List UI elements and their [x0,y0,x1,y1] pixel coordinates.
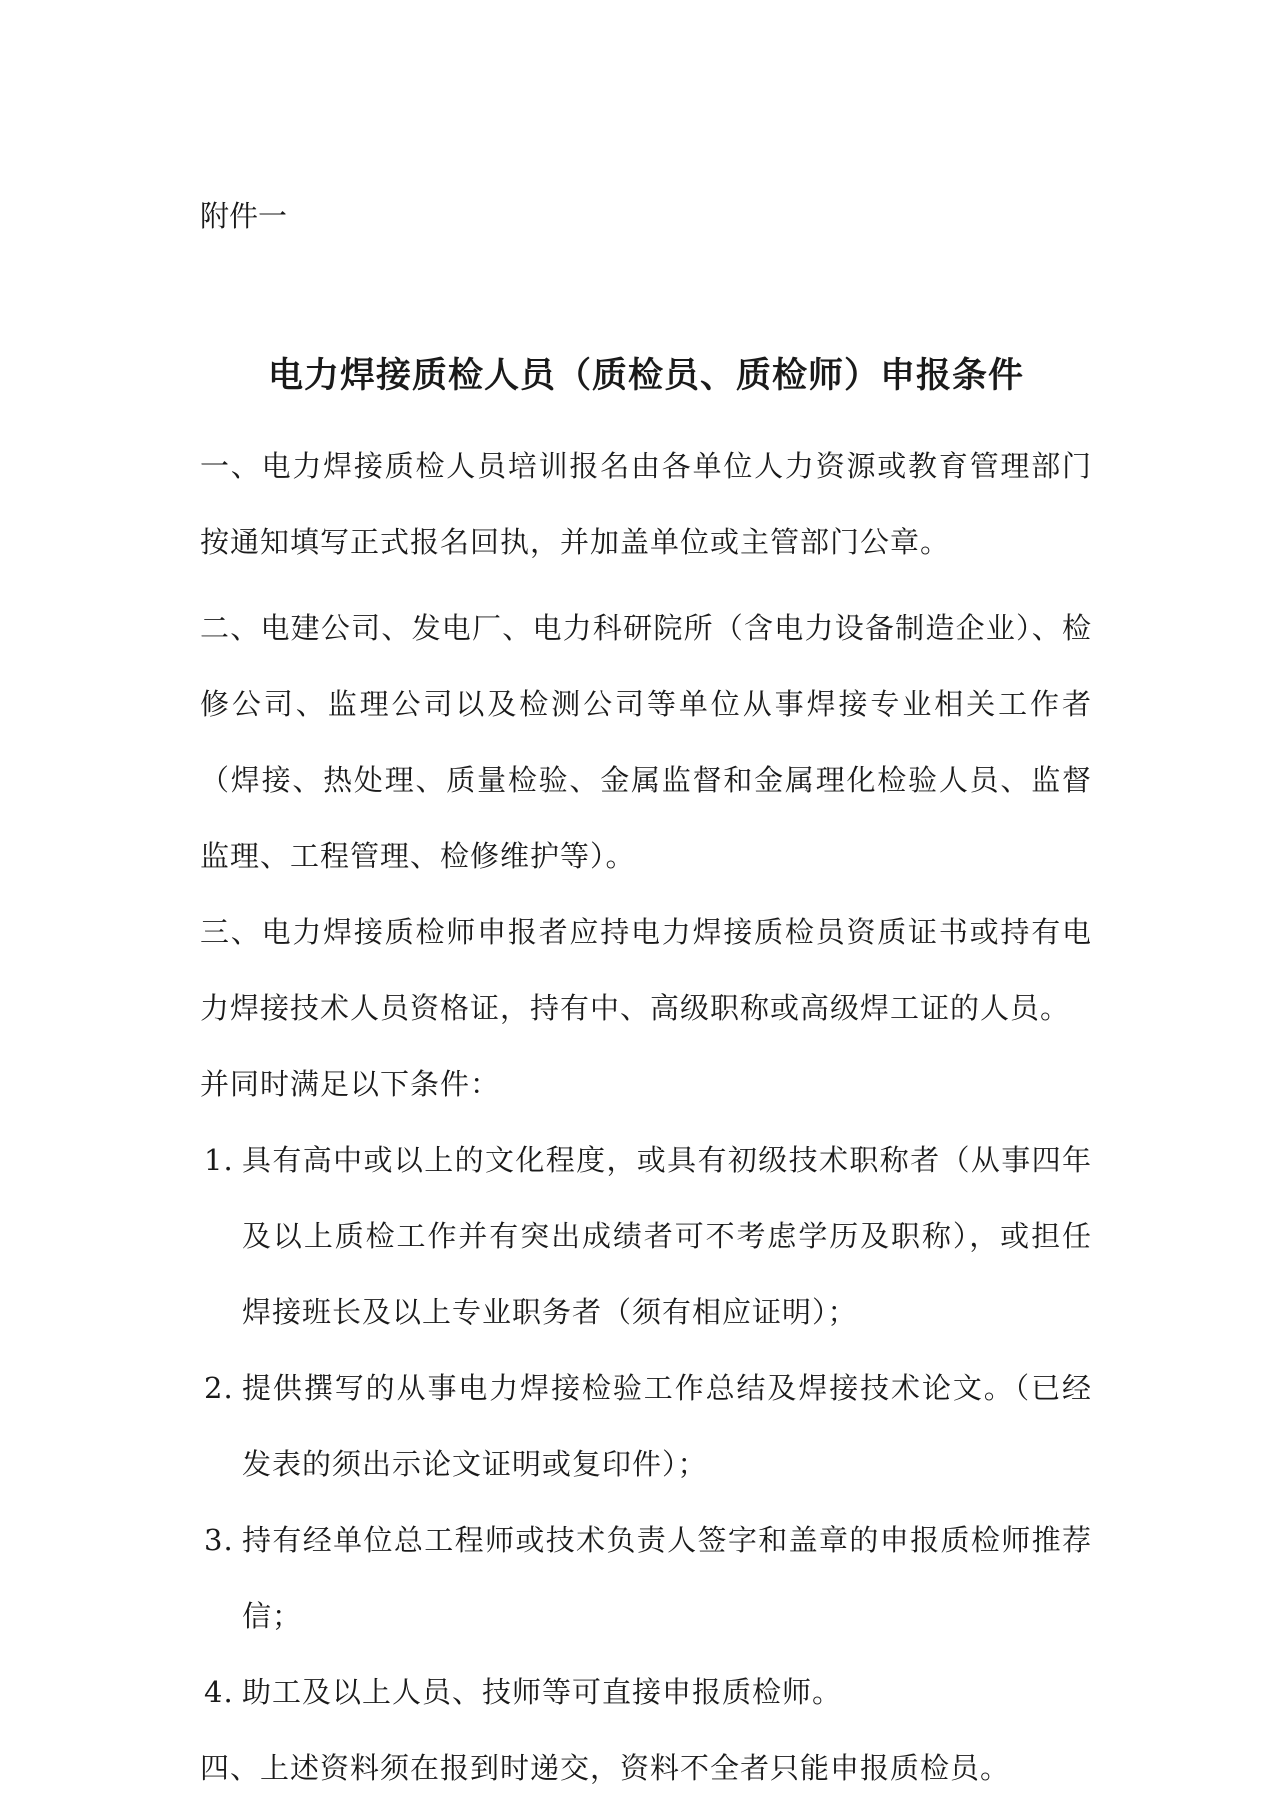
conditions-list [200,1122,1092,1730]
section-1: 一、电力焊接质检人员培训报名由各单位人力资源或教育管理部门按通知填写正式报名回执，并加盖单位或主管部门公章。 [200,449,1092,559]
condition-item-2 [200,1350,1092,1502]
condition-number: 1. [204,1143,234,1177]
document-title: 电力焊接质检人员（质检员、质检师）申报条件 [267,356,1024,396]
condition-number: 4. [204,1675,234,1709]
attachment-label: 附件一 [200,199,288,233]
section-3: 三、电力焊接质检师申报者应持电力焊接质检员资质证书或持有电力焊接技术人员资格证，持有中、高级职称或高级焊工证的人员。 [200,915,1092,1025]
condition-text: 具有高中或以上的文化程度，或具有初级技术职称者（从事四年及以上质检工作并有突出成绩者可不考虑学历及职称），或担任焊接班长及以上专业职务者（须有相应证明）； [242,1143,1092,1329]
condition-text: 持有经单位总工程师或技术负责人签字和盖章的申报质检师推荐信； [242,1523,1092,1633]
condition-item-4 [200,1654,1092,1730]
section-2: 二、电建公司、发电厂、电力科研院所（含电力设备制造企业）、检修公司、监理公司以及检测公司等单位从事焊接专业相关工作者（焊接、热处理、质量检验、金属监督和金属理化检验人员、监督监理、工程管理、检修维护等）。 [200,611,1092,873]
condition-number: 2. [204,1371,234,1405]
section-4: 四、上述资料须在报到时递交，资料不全者只能申报质检员。 [200,1751,1011,1785]
condition-number: 3. [204,1523,234,1557]
condition-text: 提供撰写的从事电力焊接检验工作总结及焊接技术论文。（已经发表的须出示论文证明或复印件）； [242,1371,1092,1481]
condition-item-1 [200,1122,1092,1350]
conditions-intro: 并同时满足以下条件： [200,1067,501,1101]
condition-text: 助工及以上人员、技师等可直接申报质检师。 [242,1675,843,1709]
condition-item-3 [200,1502,1092,1654]
